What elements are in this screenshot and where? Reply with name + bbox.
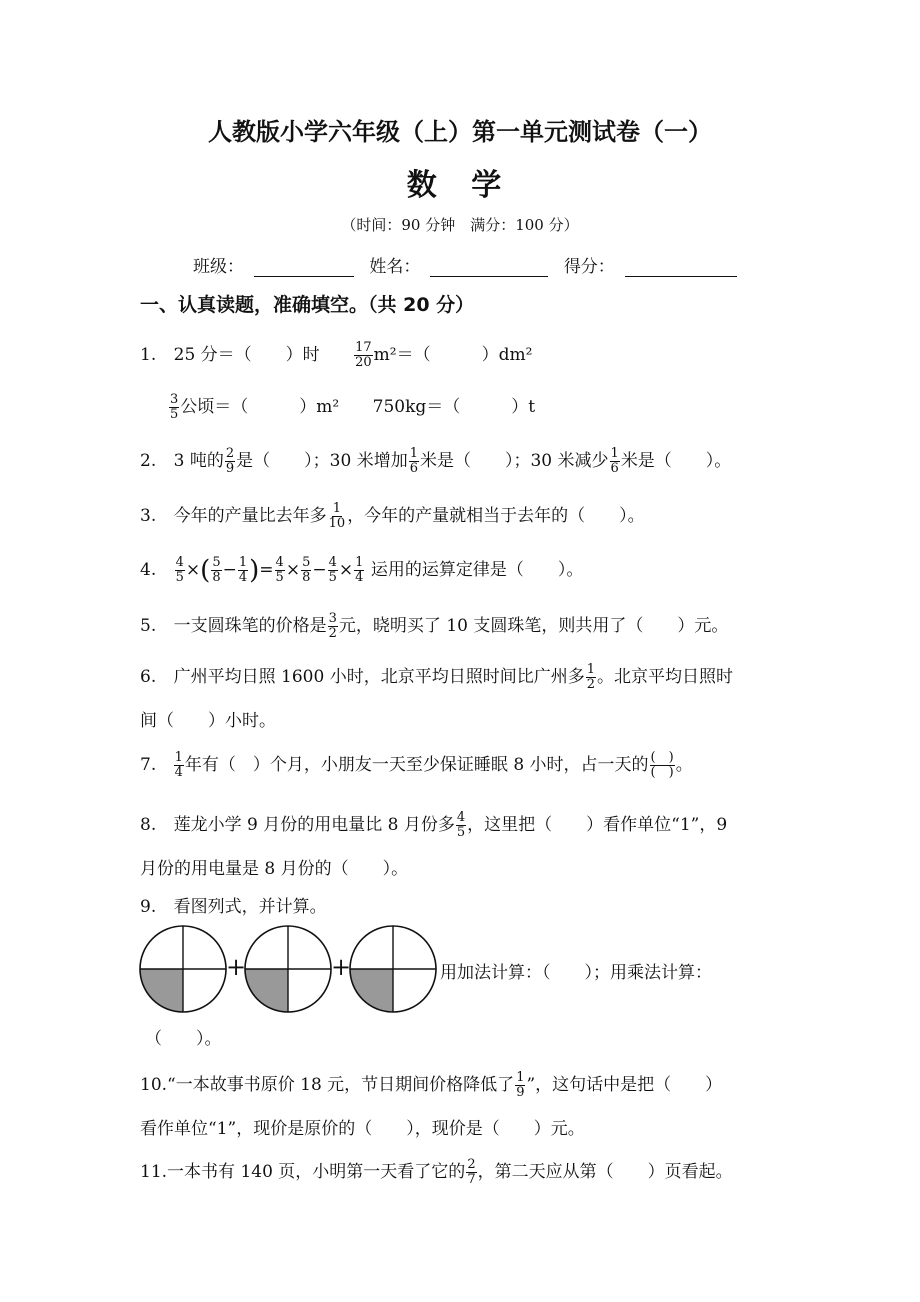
q1-part-c: $\frac{3}{5}$ 公顷＝（ ）m² [170, 392, 340, 422]
score-label: 得分： [563, 257, 615, 277]
exam-info: （时间：90 分钟 满分：100 分） [341, 216, 579, 234]
name-field[interactable] [430, 258, 548, 277]
question-8-line-2: 月份的用电量是 8 月份的（ ）。 [140, 859, 409, 879]
question-4: 4. $\frac{4}{5}$ ×( $\frac{5}{8}$ − $\frac{1}{4}$ )= $\frac{4}{5}$ × $\frac{5}{8}$ − $\frac{4}{5}$ × $\frac{1}{4}$ 运用的运算定律是（ ）。 [140, 555, 584, 586]
student-info-row [193, 252, 747, 277]
score-field[interactable] [625, 258, 737, 277]
q4-expression: $\frac{4}{5}$ ×( $\frac{5}{8}$ − $\frac{1}{4}$ )= $\frac{4}{5}$ × $\frac{5}{8}$ − $\frac{4}{5}$ × $\frac{1}{4}$ [175, 555, 364, 586]
plus-sign-1: + [226, 953, 247, 981]
question-8: 8. 莲龙小学 9 月份的用电量比 8 月份多 $\frac{4}{5}$ ，这里把（ ）看作单位“1”，9 [140, 810, 728, 840]
class-field[interactable] [254, 258, 354, 277]
question-10-line-2: 看作单位“1”，现价是原价的（ ），现价是（ ）元。 [140, 1119, 585, 1139]
section-1-heading: 一、认真读题，准确填空。（共 20 分） [140, 294, 475, 316]
question-5: 5. 一支圆珠笔的价格是 $\frac{3}{2}$ 元，晓明买了 10 支圆珠笔，则共用了（ ）元。 [140, 611, 729, 641]
class-label: 班级： [193, 257, 244, 277]
q1-part-b: $\frac{17}{20}$ m²＝（ ）dm² [355, 340, 533, 370]
subject-title: 数 学 [406, 168, 514, 203]
question-11: 11.一本书有 140 页，小明第一天看了它的 $\frac{2}{7}$ ，第二天应从第（ ）页看起。 [140, 1157, 733, 1187]
quarter-circle-1 [140, 926, 226, 1012]
question-9: 9. 看图列式，并计算。 [140, 897, 327, 917]
q9-answer-text: 用加法计算：（ ）；用乘法计算： [440, 963, 712, 983]
quarter-circle-2 [245, 926, 331, 1012]
name-label: 姓名： [369, 257, 421, 277]
question-1-line-2 [168, 392, 535, 422]
q9-circles-figure [136, 922, 442, 1016]
q9-line-2: （ ）。 [145, 1029, 222, 1049]
q1-part-a: 25 分＝（ ）时 [173, 345, 320, 365]
question-1-line-1 [140, 340, 532, 370]
question-6-line-2: 间（ ）小时。 [140, 711, 276, 731]
question-10: 10.“一本故事书原价 18 元，节日期间价格降低了 $\frac{1}{9}$ ”，这句话中是把（ ） [140, 1070, 723, 1100]
question-3: 3. 今年的产量比去年多 $\frac{1}{10}$ ，今年的产量就相当于去年的（ ）。 [140, 501, 645, 531]
question-6: 6. 广州平均日照 1600 小时，北京平均日照时间比广州多 $\frac{1}{2}$ 。北京平均日照时 [140, 662, 733, 692]
q1-part-d: 750kg＝（ ）t [372, 397, 536, 417]
q1-number: 1. [140, 345, 157, 365]
plus-sign-2: + [331, 953, 352, 981]
page-title: 人教版小学六年级（上）第一单元测试卷（一） [208, 118, 712, 146]
question-2: 2. 3 吨的 $\frac{2}{9}$ 是（ ）；30 米增加 $\frac{1}{6}$ 米是（ ）；30 米减少 $\frac{1}{6}$ 米是（ ）。 [140, 446, 732, 476]
quarter-circle-3 [350, 926, 436, 1012]
question-7: 7. $\frac{1}{4}$ 年有（ ）个月，小朋友一天至少保证睡眠 8 小时，占一天的 $\frac{( )}{( )}$ 。 [140, 750, 693, 780]
